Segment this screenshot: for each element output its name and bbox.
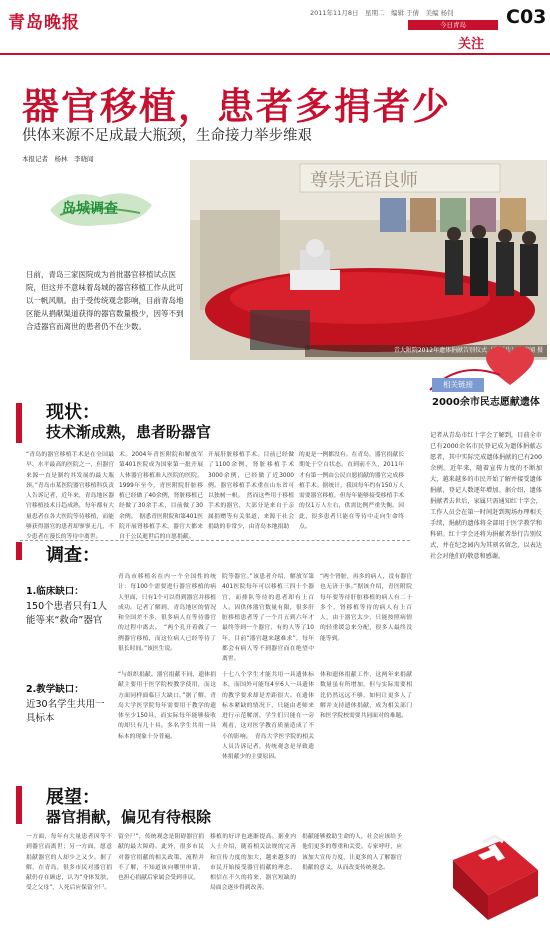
section-marker — [16, 403, 22, 443]
header-rule — [0, 53, 550, 55]
newspaper-logo: 青岛晚报 — [8, 13, 80, 33]
sidebar-title: 2000余市民志愿献遗体 — [432, 397, 540, 408]
outlook-column-4: 捐献能够救助生命的人，社会应该给予他们更多的尊重和关爱。专家呼吁，应该加大宣传力度，让更多的人了解器官捐献的意义，从而改变传统观念。 — [302, 834, 402, 871]
outlook-section-label: 展望： — [46, 787, 100, 808]
outlook-column-2: 留全尸”，传统观念是阻碍器官捐献的最大障碍。此外，很多市民对器官捐献的相关政策、流程并不了解，不知道该向哪里申请，也担心捐献后家属会受到非议。 — [118, 834, 204, 882]
related-link-tag: 相关链接 — [432, 378, 484, 392]
intro-paragraph: 日前，青岛三家医院成为首批器官移植试点医院，但这并不意味着岛城的器官移植工作从此可以一帆风顺。由于受传统观念影响，目前青岛地区能从捐献渠道获得的器官数量极少，因等不到合适器官而离世的患者仍不在少数。 — [26, 270, 184, 331]
section-banner: 今日青岛 — [408, 20, 498, 30]
sidebar-body: 记者从青岛市红十字会了解到，目前全市已有2000余名市民登记成为遗体捐献志愿者，其中实际完成遗体捐献的已有200余例。近年来，随着宣传力度的不断加大，越来越多的市民开始了解并接受遗体捐献，登记人数逐年增加。据介绍，遗体捐献者去世后，家属只需通知红十字会，工作人员会在第一时间赶到现场办理相关手续，捐献的遗体将全部用于医学教学和科研。红十字会还将为捐献者举行告别仪式，并在纪念园内为其刻名留念，以表达社会对他们的敬意和感谢。 — [430, 432, 542, 560]
photo-caption: 青大附院2012年遗体捐献告别仪式（资料片）李晓闻 摄 — [305, 345, 547, 357]
survey-row1-column-1: 青岛市移植名在内一个全国性的统计：每100个需要进行器官移植的病人里面，只有1个可以得到器官并移植成功。记者了解到，青岛地区的情况和全国差不多，很多病人在等待器官的过程中离去。 “两个孔开着做了一例器官移植，而这位病人已经等待了很长时间。”该医生说。 — [118, 574, 216, 653]
survey-row1-column-2: 院等器官。”该患者介绍，解放军第401医院每年可以移植三四十个器官，而排队等待的患者却有上百人。因供体器官数量有限，很多肝脏移植患者等了一个月五到六年才最终等到一个器官，有的人等了10年，目前“器官越来越难求”，每年都会有病人等不到器官而在绝望中离世。 — [222, 574, 314, 663]
page-subheadline: 供体来源不足成最大瓶颈，生命接力举步维艰 — [22, 128, 312, 144]
survey-q2-label: 2.教学缺口： — [26, 684, 84, 695]
outlook-column-1: 一方面，每年有大量患者因等不到器官而离世；另一方面，愿意捐献器官的人却少之又少。据了解，在青岛，很多市民对器官捐献仍存在顾虑，认为“身体发肤，受之父母”，人死后应保留全尸。 — [26, 834, 112, 892]
outlook-section-title: 器官捐献，偏见有待根除 — [46, 808, 212, 826]
survey-q2-text: 近30名学生共用一具标本 — [26, 699, 105, 724]
first-aid-kit-icon — [443, 820, 543, 925]
survey-row2-column-3: 体和遗体捐献工作，这两年来捐献数量虽有所增加，但与实际需要相比仍然远远不够，如何让更多人了解并支持遗体捐献，成为相关部门和医学院校需要共同面对的难题。 — [320, 672, 412, 720]
outlook-column-3: 移植的好评也逐渐提高。据业内人士介绍，随着相关法规的完善和宣传力度的加大，越来越多的市民开始接受器官捐献的理念，相信在不久的将来，器官短缺的局面会逐步得到改善。 — [210, 834, 296, 892]
page-code: C03 — [506, 6, 547, 28]
status-column-2: 术。2004年青医附院和解放军第401医院成为国家第一批开展人体器官移植准入医院的医院。1999年至今，青医附院肝脏移植已经做了40余例，肾脏移植已经做了30余手术，目前做了30余例。 据悉青医附院和第401医院开展肾移植手术，器官大都来自于公民逝世后的自愿捐献。 — [119, 452, 203, 541]
status-section-title: 技术渐成熟，患者盼器官 — [46, 423, 212, 441]
byline: 本报记者 杨林 李晓闻 — [22, 155, 94, 163]
survey-row2-column-2: 十七八个学生才能共用一具遗体标本，而国外可能每4至6人一具遗体的教学要求却是差距很大。在遗体标本紧缺的情况下，只能由老师来进行示范解剖，学生们只能在一旁观看，这对医学教育质量造成了不小的影响。 青岛大学医学院的相关人员告诉记者，传统观念是导致遗体捐献少的主要原因。 — [222, 672, 314, 761]
section-name: 关注 — [458, 37, 485, 52]
status-column-1: “青岛的器官移植手术是在全国最早、水平最高的医院之一，但器官来源一直是制约其发展的最大瓶颈。”青岛市某医院器官移植科负责人告诉记者，近年来，青岛地区器官移植技术日趋成熟，每年都有大量患者在各大医院等待移植，而能够获得器官的患者却寥寥无几，不少患者在漫长的等待中离世。 — [26, 452, 114, 541]
survey-row1-column-3: “两个肾脏，再多的病人，没有器官也无济于事。”据该介绍，青医附院每年要等待肝脏移植的病人有二十多个，肾移植等待的病人有上百人，由于器官太少，只能按照病情的轻重缓急来分配，很多人最终没能等到。 — [320, 574, 412, 642]
survey-q1-label: 1.临床缺口： — [26, 586, 84, 597]
news-photo — [190, 160, 547, 360]
survey-badge: 岛城调查 — [62, 201, 118, 217]
status-column-4: 的更是一例都没有。在青岛，器官捐献长期处于空白状态。直到前不久，2011年才有第一例由公民自愿捐献的器官完成移植手术。据统计，我国每年约有150万人需要器官移植，但每年能够接受移植手术的仅1万人左右，供需比例严重失衡。因此，很多患者只能在等待中走向生命终点。 — [299, 452, 404, 531]
memorial-scene-image — [190, 160, 547, 360]
page-headline: 器官移植，患者多捐者少 — [22, 85, 451, 128]
survey-q1-text: 150个患者只有1人能等来“救命”器官 — [26, 601, 108, 626]
survey-row2-column-1: “与组织捐献、器官捐献不同，遗体捐献主要用于医学院校教学使用，而这方面同样面临巨大缺口。”据了解，青岛大学医学院每年需要用于教学的遗体至少150具，而实际每年能够接收的却只有几十具。多名学生共用一具标本的现象十分普遍。 — [118, 672, 216, 740]
section-marker — [16, 542, 22, 560]
poster-text: 尊崇无语良师 — [310, 170, 418, 191]
section-marker — [16, 786, 22, 824]
status-section-label: 现状： — [46, 402, 100, 423]
status-column-3: 开展肝脏移植手术。目前已经做了1100余例，肾脏移植手术3000余例，已经做了近3000例。器官移植手术重在山东省可以独树一帜。 然而这些用于移植手术的器官，大部分是来自于亲属捐赠等有关渠道，来源于社会捐助的非常少，由青岛本地捐助 — [208, 452, 294, 531]
survey-section-label: 调查： — [46, 545, 100, 566]
issue-meta: 2011年11月8日 星期二 编辑 于倩 美编 杨钊 — [310, 9, 454, 17]
